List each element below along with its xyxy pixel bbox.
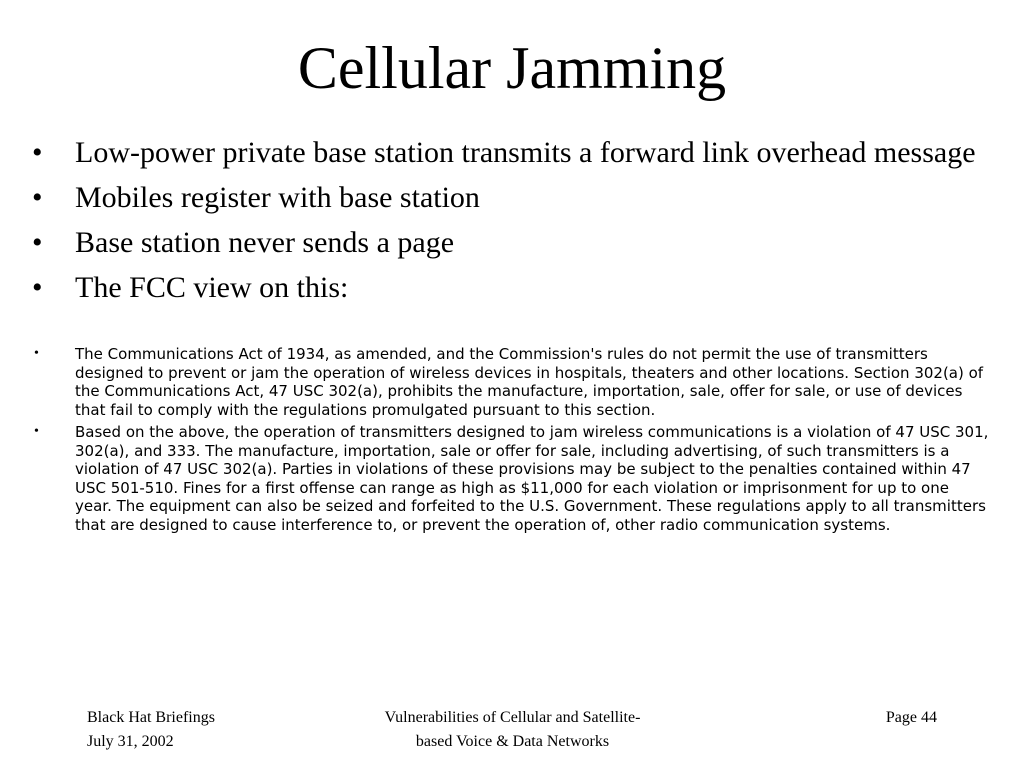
footer-center — [330, 706, 695, 754]
fcc-bullet-item — [30, 423, 990, 534]
bullet-icon: • — [34, 424, 39, 439]
fcc-bullet-text: The Communications Act of 1934, as amended, and the Commission's rules do not permit the use of transmitters designed to prevent or jam the operation of wireless devices in hospitals, theaters and other locations. Section 302(a) of the Communications Act, 47 USC 302(a), prohibits the manufacture, importation, sale, offer for sale, or use of devices that fail to comply with the regulations promulgated pursuant to this section. — [75, 345, 984, 419]
footer-left — [87, 706, 307, 754]
bullet-text: Mobiles register with base station — [75, 181, 480, 214]
bullet-text: Low-power private base station transmits a forward link overhead message — [75, 136, 976, 169]
bullet-icon: • — [32, 181, 43, 214]
footer-talk-title-line1: Vulnerabilities of Cellular and Satellite- — [384, 709, 641, 726]
page-number: Page 44 — [885, 709, 937, 726]
slide-title: Cellular Jamming — [297, 35, 727, 101]
bullet-icon: • — [32, 226, 43, 259]
footer-event: Black Hat Briefings — [87, 709, 215, 726]
bullet-icon: • — [32, 136, 43, 169]
bullet-icon: • — [34, 346, 39, 361]
bullet-item — [30, 225, 990, 260]
fcc-bullet-item — [30, 345, 990, 419]
footer-right — [800, 706, 937, 730]
fcc-bullet-text: Based on the above, the operation of transmitters designed to jam wireless communications is a violation of 47 USC 301, 302(a), and 333. The manufacture, importation, sale or offer for sale, including advertising, of such transmitters is a violation of 47 USC 302(a). Parties in violations of these provisions may be subject to the penalties contained within 47 USC 501-510. Fines for a first offense can range as high as $11,000 for each violation or imprisonment for up to one year. The equipment can also be seized and forfeited to the U.S. Government. These regulations apply to all transmitters that are designed to cause interference to, or prevent the operation of, other radio communication systems. — [75, 423, 989, 534]
bullet-item — [30, 180, 990, 215]
bullet-text: Base station never sends a page — [75, 226, 455, 259]
main-bullet-list — [30, 135, 990, 315]
fcc-detail-bullet-list — [30, 345, 990, 538]
bullet-text: The FCC view on this: — [75, 271, 349, 304]
bullet-item — [30, 135, 990, 170]
bullet-icon: • — [32, 271, 43, 304]
footer-date: July 31, 2002 — [87, 733, 174, 750]
bullet-item — [30, 270, 990, 305]
footer-talk-title-line2: based Voice & Data Networks — [415, 733, 610, 750]
